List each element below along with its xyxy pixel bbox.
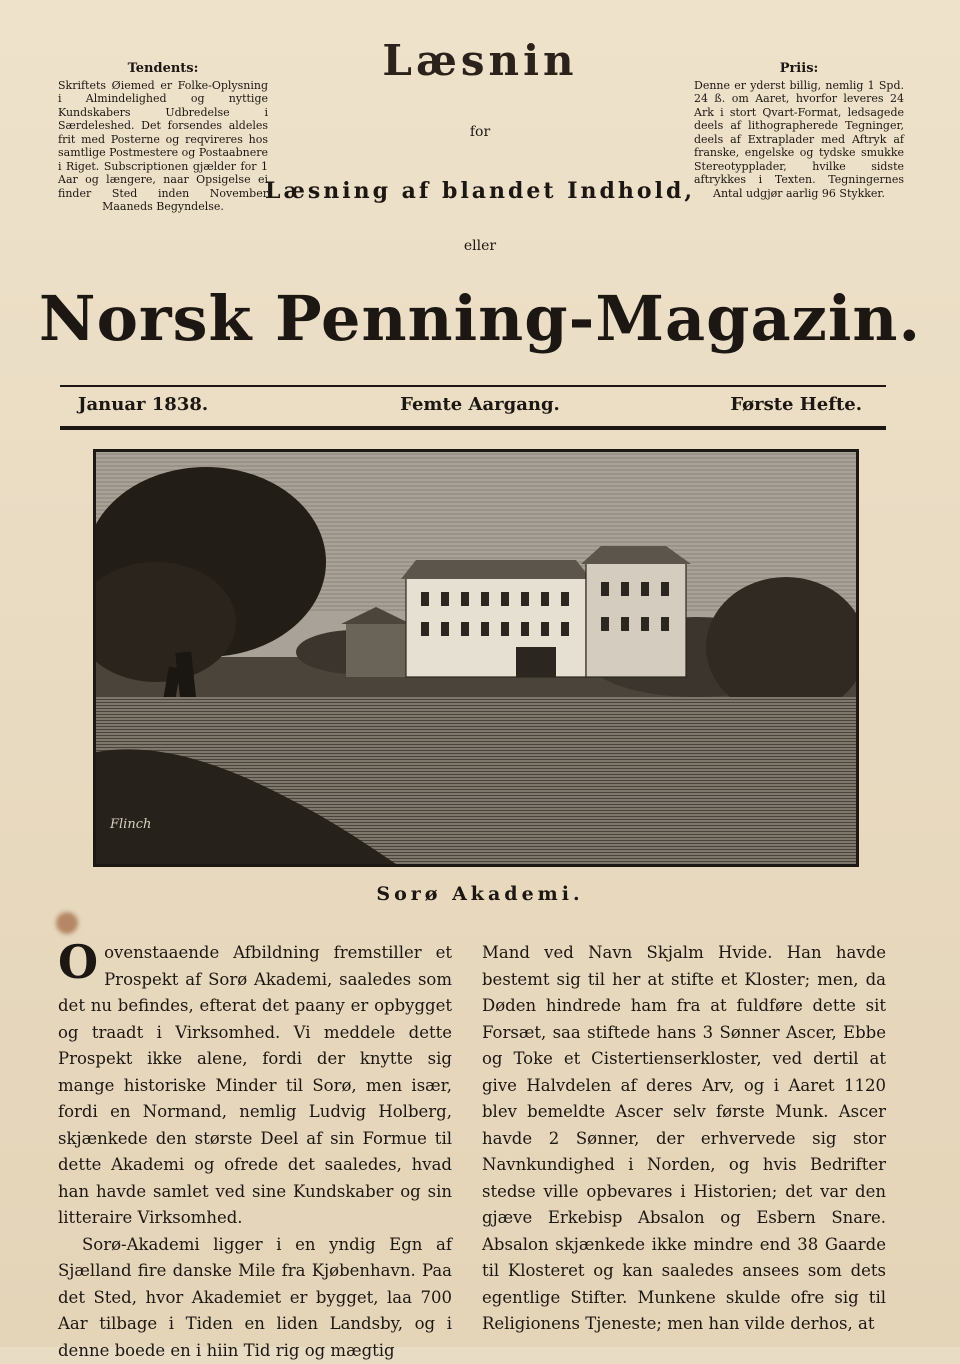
price-notice: [694, 62, 904, 200]
header-rule-bottom: [60, 426, 886, 430]
drop-cap: O: [58, 942, 98, 982]
price-heading: Priis:: [694, 62, 904, 76]
eller-word: eller: [0, 238, 960, 254]
tendency-heading: Tendents:: [58, 62, 268, 76]
article-paragraph-right: Mand ved Navn Skjalm Hvide. Han havde bestemt sig til her at stifte et Kloster; men, da Døden hindrede ham fra at fuldføre dette sit Forsæt, saa stiftede hans 3 Sønner Ascer, Ebbe og Toke et Cistertienserkloster, ved dertil at give Halvdelen af deres Arv, og i Aaret 1120 blev bemeldte Ascer selv første Munk. Ascer havde 2 Sønner, der erhvervede sig stor Navnkundighed i Norden, og hvis Bedrifter stedse ville opbevares i Historien; det var den gjæve Erkebisp Absalon og Esbern Snare. Absalon skjænkede ikke mindre end 38 Gaarde til Klosteret og kan saaledes ansees som dets egentlige Stifter. Munkene skulde ofre sig til Religionens Tjeneste; men han vilde derhos, at: [482, 940, 886, 1338]
header-rule-top: [60, 385, 886, 387]
price-text: Denne er yderst billig, nemlig 1 Spd. 24 ß. om Aaret, hvorfor leveres 24 Ark i stort Qvart-Format, ledsagede deels af lithographerede Tegninger, deels af Extraplader med Aftryk af franske, engelske og tydske smukke Stereotypplader, hvilke sidste aftrykkes i Texten. Tegningernes Antal udgjør aarlig 96 Stykker.: [694, 79, 904, 201]
ink-stain: [56, 912, 78, 934]
issue-volume: Femte Aargang.: [0, 394, 960, 415]
paragraph-1-text: ovenstaaende Afbildning fremstiller et Prospekt af Sorø Akademi, saaledes som det nu befindes, efterat det paany er opbygget og traadt i Virksomhed. Vi meddele dette Prospekt ikke alene, fordi der knytte sig mange historiske Minder til Sorø, men især, fordi en Normand, nemlig Ludvig Holberg, skjænkede den største Deel af sin Formue til dette Akademi og ofrede det saaledes, hvad han havde samlet ved sine Kundskaber og sin litteraire Virksomhed.: [58, 943, 452, 1227]
engraving-svg: [96, 452, 856, 864]
engraving-illustration: [93, 449, 859, 867]
illustration-caption: Sorø Akademi.: [0, 883, 960, 905]
for-word: for: [0, 124, 960, 140]
issue-date: Januar 1838.: [78, 394, 208, 415]
engraver-signature: Flinch: [109, 817, 151, 832]
article-paragraph-2: Sorø-Akademi ligger i en yndig Egn af Sjælland fire danske Mile fra Kjøbenhavn. Paa det Sted, hvor Akademiet er bygget, laa 700 Aar tilbage i Tiden en liden Landsby, og i denne boede en i hiin Tid rig og mægtig: [58, 1232, 452, 1364]
article-column-right: [482, 940, 886, 1338]
article-column-left: [58, 940, 452, 1364]
article-paragraph-1: [58, 940, 452, 1232]
tendency-text: Skriftets Øiemed er Folke-Oplysning i Almindelighed og nyttige Kundskabers Udbredelse i Særdeleshed. Det forsendes aldeles frit med Posterne og reqvireres hos samtlige Postmestere og Postaabnere i Riget. Subscriptionen gjælder for 1 Aar og længere, naar Opsigelse ei finder Sted inden November Maaneds Begyndelse.: [58, 79, 268, 214]
subtitle: Læsning af blandet Indhold,: [0, 178, 960, 204]
masthead-ornamental-title: Læsnin: [0, 36, 960, 85]
issue-part: Første Hefte.: [730, 394, 862, 415]
main-title: Norsk Penning-Magazin.: [0, 282, 960, 355]
